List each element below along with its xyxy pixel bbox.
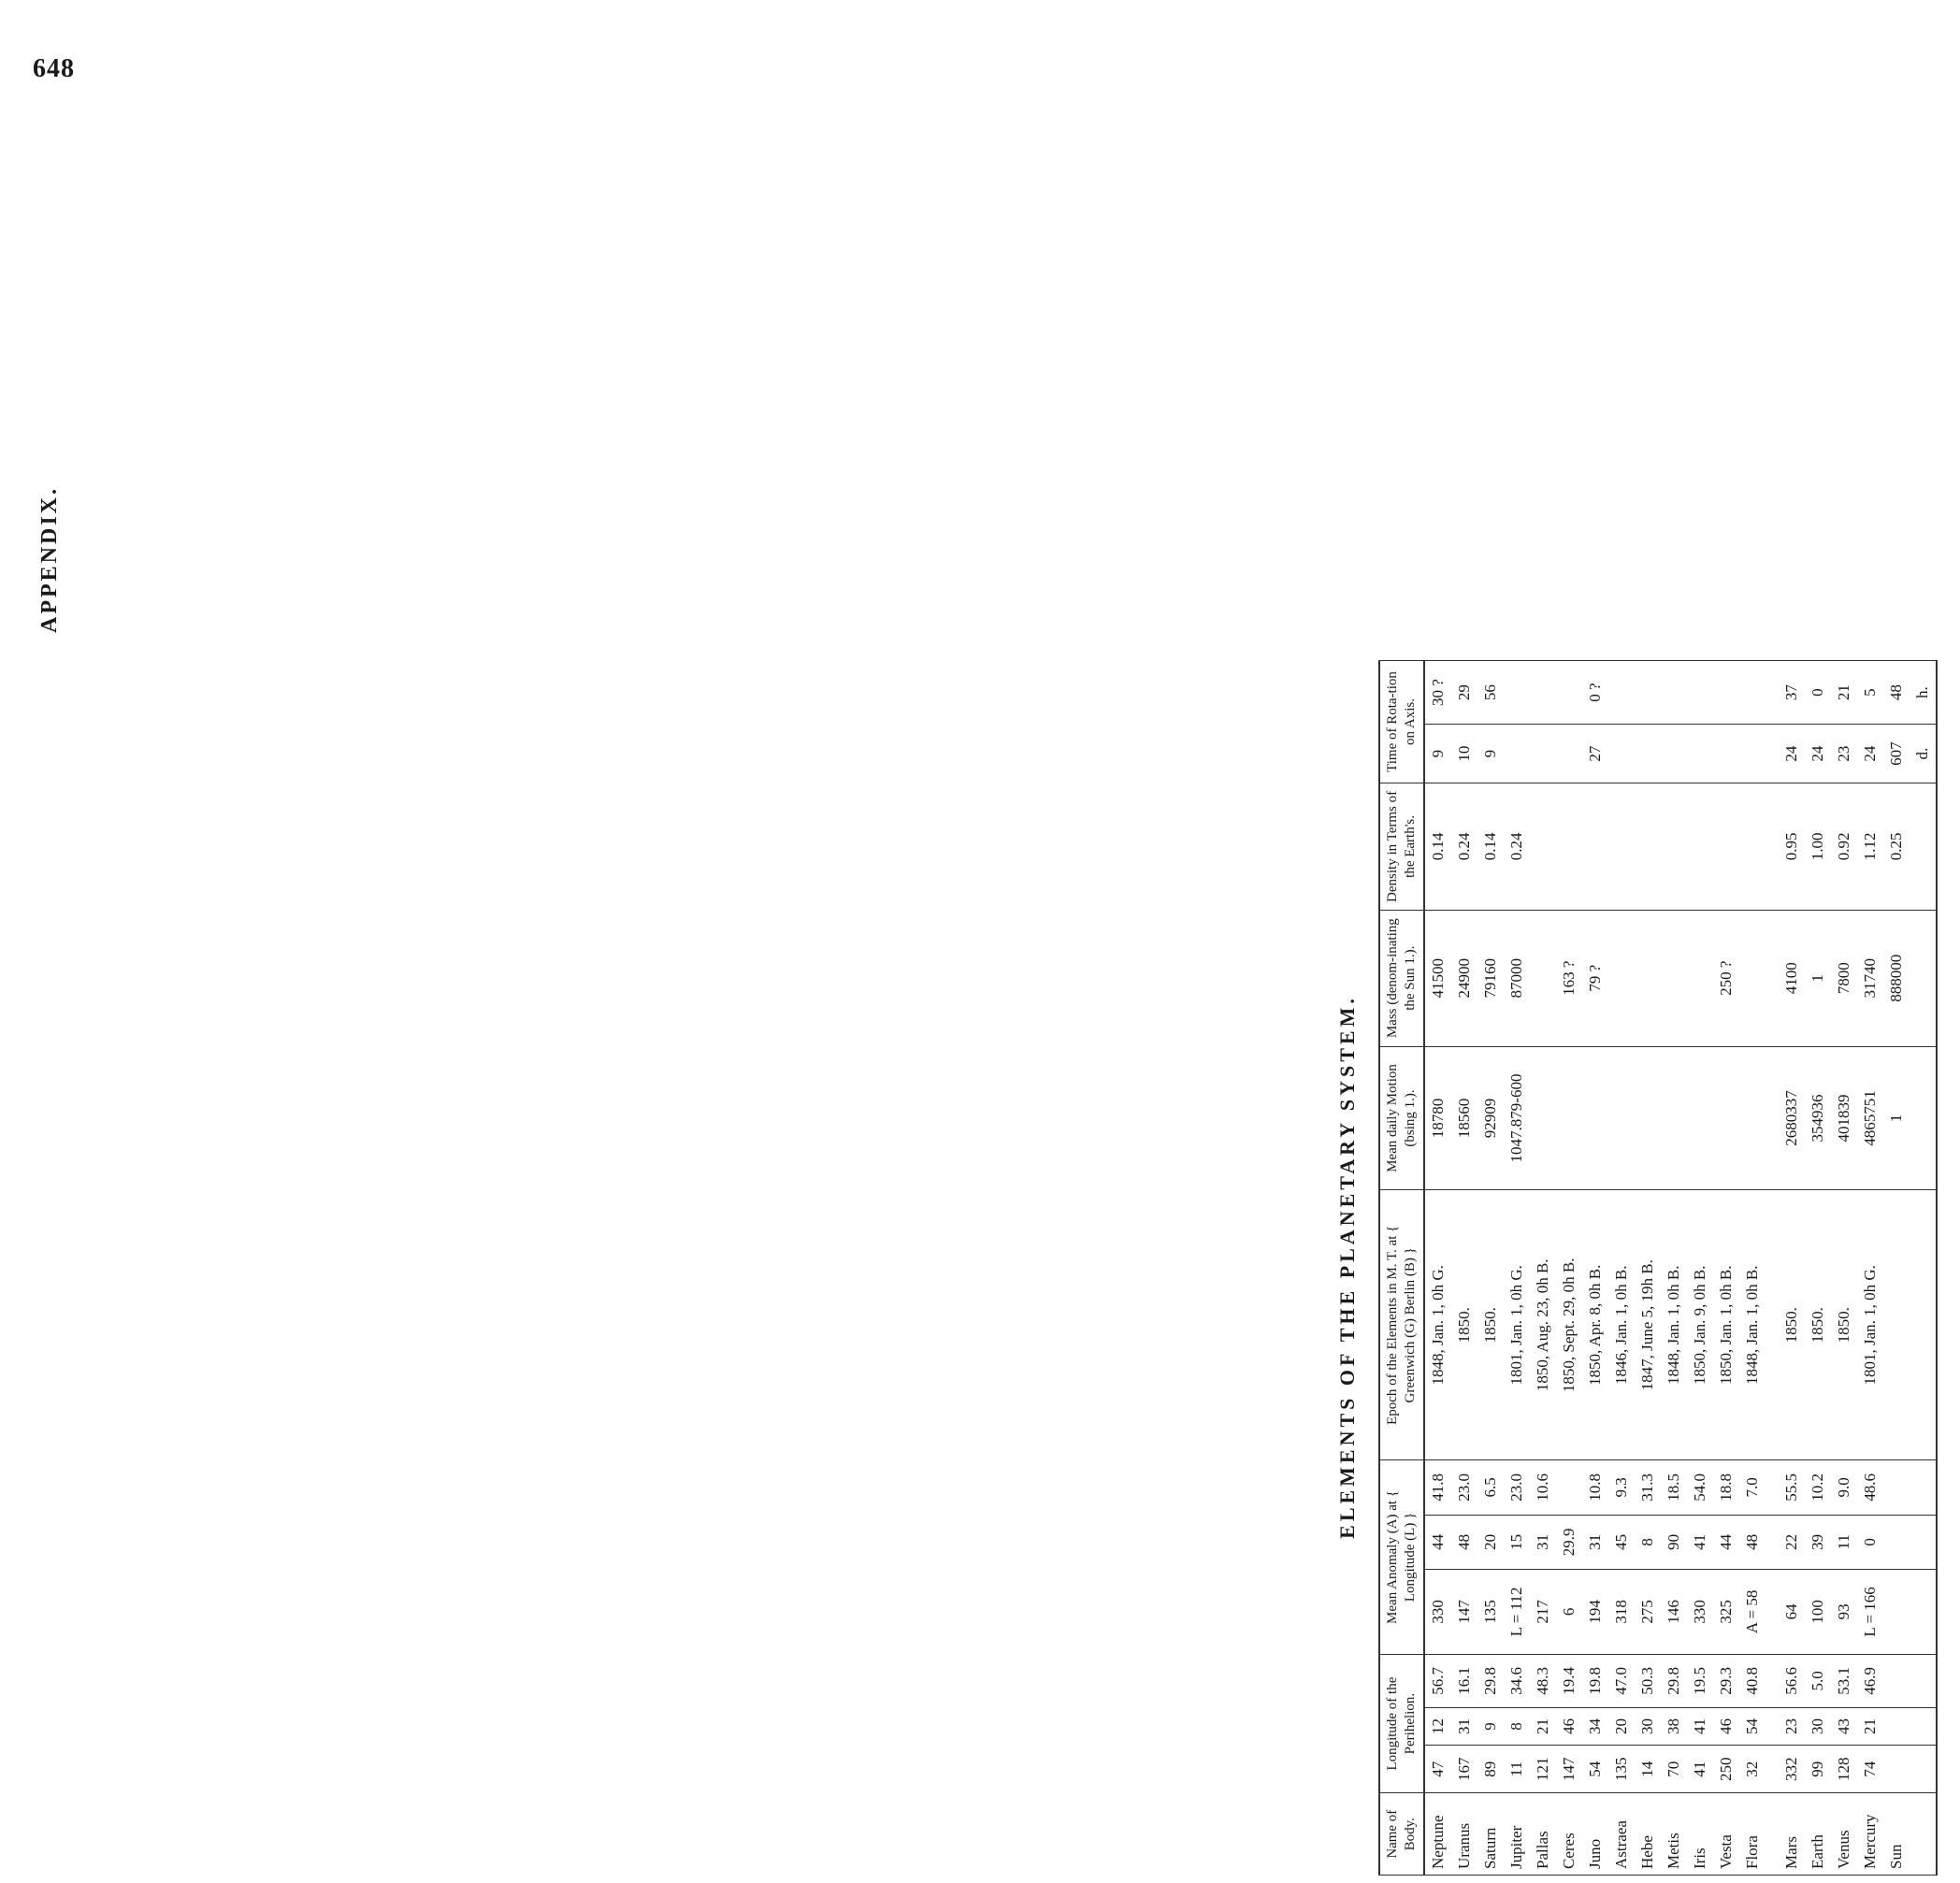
table-cell (1556, 1046, 1582, 1190)
table-cell: 7.0 (1739, 1460, 1765, 1515)
table-cell: 6.5 (1477, 1460, 1504, 1515)
table-cell: 24 (1805, 725, 1831, 783)
table-cell: 40.8 (1739, 1654, 1765, 1707)
body-name-cell: Uranus (1451, 1793, 1477, 1876)
table-cell (1739, 661, 1765, 725)
body-name-cell: Neptune (1424, 1793, 1451, 1876)
table-cell (1765, 1460, 1779, 1515)
table-cell (1608, 1046, 1635, 1190)
col-header-mass: Mass (denom-inating the Sun 1.). (1379, 910, 1424, 1046)
table-cell: 27 (1582, 725, 1608, 783)
table-cell: 47.0 (1608, 1654, 1635, 1707)
table-cell (1910, 1046, 1937, 1190)
table-row (1910, 661, 1937, 1876)
table-cell: 4865751 (1857, 1046, 1883, 1190)
table-cell: L = 166 (1857, 1570, 1883, 1655)
running-head: APPENDIX. (37, 486, 62, 633)
table-cell: 14 (1635, 1746, 1661, 1793)
table-cell: 0 (1805, 661, 1831, 725)
body-name-cell: Saturn (1477, 1793, 1504, 1876)
table-cell: 0.24 (1504, 783, 1530, 910)
table-cell (1765, 725, 1779, 783)
table-cell (1910, 783, 1937, 910)
table-cell (1765, 1190, 1779, 1460)
table-cell: 1847, June 5, 19h B. (1635, 1190, 1661, 1460)
table-cell: 92909 (1477, 1046, 1504, 1190)
table-cell: 15 (1504, 1515, 1530, 1569)
table-cell (1530, 725, 1556, 783)
table-cell: 10.8 (1582, 1460, 1608, 1515)
table-cell (1504, 661, 1530, 725)
table-cell: 10.2 (1805, 1460, 1831, 1515)
table-cell: 54 (1582, 1746, 1608, 1793)
table-cell: 18560 (1451, 1046, 1477, 1190)
table-cell: 9.3 (1608, 1460, 1635, 1515)
table-cell: 147 (1556, 1746, 1582, 1793)
table-cell: 56.6 (1779, 1654, 1805, 1707)
table-cell: 9 (1424, 725, 1451, 783)
table-cell (1687, 661, 1713, 725)
table-cell: 24 (1779, 725, 1805, 783)
table-cell: h. (1910, 661, 1937, 725)
table-cell: 31.3 (1635, 1460, 1661, 1515)
table-cell: 1850, Jan. 9, 0h B. (1687, 1190, 1713, 1460)
table-row (1608, 661, 1635, 1876)
table-cell (1635, 661, 1661, 725)
table-cell: 23 (1831, 725, 1857, 783)
table-cell (1661, 725, 1687, 783)
table-row (1831, 661, 1857, 1876)
table-cell: 11 (1831, 1515, 1857, 1569)
table-cell (1608, 661, 1635, 725)
table-cell: 16.1 (1451, 1654, 1477, 1707)
table-row (1661, 661, 1687, 1876)
table-cell: 20 (1477, 1515, 1504, 1569)
col-header-density: Density in Terms of the Earth's. (1379, 783, 1424, 910)
table-cell: 9 (1477, 725, 1504, 783)
table-cell: 23.0 (1504, 1460, 1530, 1515)
table-cell (1765, 1746, 1779, 1793)
table-cell: 30 (1805, 1707, 1831, 1745)
table-row (1424, 661, 1451, 1876)
table-cell (1883, 1746, 1910, 1793)
table-cell: 30 (1635, 1707, 1661, 1745)
table-cell: 29.3 (1713, 1654, 1739, 1707)
table-cell: 1 (1805, 910, 1831, 1046)
table-cell (1910, 1570, 1937, 1655)
table-cell: 87000 (1504, 910, 1530, 1046)
table-cell: 354936 (1805, 1046, 1831, 1190)
table-cell: 48 (1451, 1515, 1477, 1569)
table-cell: 0 ? (1582, 661, 1608, 725)
table-cell (1739, 725, 1765, 783)
table-cell (1608, 910, 1635, 1046)
table-cell: 121 (1530, 1746, 1556, 1793)
table-cell (1910, 1190, 1937, 1460)
table-cell (1661, 1046, 1687, 1190)
body-name-cell: Metis (1661, 1793, 1687, 1876)
table-cell: 318 (1608, 1570, 1635, 1655)
body-name-cell: Iris (1687, 1793, 1713, 1876)
table-cell: 401839 (1831, 1046, 1857, 1190)
table-cell (1635, 1046, 1661, 1190)
elements-table (1378, 660, 1938, 1876)
table-cell: 1.00 (1805, 783, 1831, 910)
body-name-cell (1910, 1793, 1937, 1876)
body-name-cell: Mercury (1857, 1793, 1883, 1876)
col-header-rotation: Time of Rota-tion on Axis. (1379, 661, 1424, 783)
table-cell: 5 (1857, 661, 1883, 725)
table-cell: 9.0 (1831, 1460, 1857, 1515)
col-header-daily-motion: Mean daily Motion (bsing 1.). (1379, 1046, 1424, 1190)
table-cell (1530, 661, 1556, 725)
table-row (1530, 661, 1556, 1876)
table-cell: 93 (1831, 1570, 1857, 1655)
table-cell: 1850, Sept. 29, 0h B. (1556, 1190, 1582, 1460)
table-cell: 5.0 (1805, 1654, 1831, 1707)
table-cell: d. (1910, 725, 1937, 783)
table-cell (1608, 783, 1635, 910)
table-cell: 74 (1857, 1746, 1883, 1793)
table-cell: 1848, Jan. 1, 0h B. (1739, 1190, 1765, 1460)
table-cell: 41500 (1424, 910, 1451, 1046)
table-cell: 2680337 (1779, 1046, 1805, 1190)
table-cell (1883, 1190, 1910, 1460)
table-cell: 79 ? (1582, 910, 1608, 1046)
table-cell: 54.0 (1687, 1460, 1713, 1515)
table-cell: 1850. (1805, 1190, 1831, 1460)
table-cell: 44 (1713, 1515, 1739, 1569)
table-cell: 29 (1451, 661, 1477, 725)
body-name-cell: Hebe (1635, 1793, 1661, 1876)
table-cell (1883, 1707, 1910, 1745)
table-cell (1556, 725, 1582, 783)
table-cell: 18780 (1424, 1046, 1451, 1190)
table-cell: 10 (1451, 725, 1477, 783)
table-cell: 24900 (1451, 910, 1477, 1046)
table-cell: 1047.879-600 (1504, 1046, 1530, 1190)
table-cell: 31 (1530, 1515, 1556, 1569)
table-cell (1556, 661, 1582, 725)
table-cell: 89 (1477, 1746, 1504, 1793)
table-cell: 0.14 (1424, 783, 1451, 910)
table-cell: 31740 (1857, 910, 1883, 1046)
table-cell: 39 (1805, 1515, 1831, 1569)
table-cell (1739, 910, 1765, 1046)
table-cell: 53.1 (1831, 1654, 1857, 1707)
col-header-epoch: Epoch of the Elements in M. T. at { Greenwich (G) Berlin (B) } (1379, 1190, 1424, 1460)
table-cell: 1.12 (1857, 783, 1883, 910)
table-cell (1713, 725, 1739, 783)
table-cell: 41.8 (1424, 1460, 1451, 1515)
table-cell: 47 (1424, 1746, 1451, 1793)
table-cell: 34 (1582, 1707, 1608, 1745)
table-cell: 46.9 (1857, 1654, 1883, 1707)
table-cell (1883, 1570, 1910, 1655)
table-cell (1765, 910, 1779, 1046)
table-row (1713, 661, 1739, 1876)
table-cell: 217 (1530, 1570, 1556, 1655)
table-cell: 34.6 (1504, 1654, 1530, 1707)
table-cell (1556, 783, 1582, 910)
table-cell: 0.92 (1831, 783, 1857, 910)
table-cell: 46 (1556, 1707, 1582, 1745)
table-cell (1556, 1460, 1582, 1515)
table-caption: ELEMENTS OF THE PLANETARY SYSTEM. (1335, 995, 1359, 1539)
table-cell (1635, 725, 1661, 783)
table-cell: 325 (1713, 1570, 1739, 1655)
table-cell: 19.4 (1556, 1654, 1582, 1707)
table-cell: 48.3 (1530, 1654, 1556, 1707)
table-cell (1582, 1046, 1608, 1190)
table-row (1805, 661, 1831, 1876)
page-number: 648 (33, 54, 75, 83)
table-cell (1910, 910, 1937, 1046)
table-cell: 1850. (1779, 1190, 1805, 1460)
body-name-cell: Venus (1831, 1793, 1857, 1876)
body-name-cell: Earth (1805, 1793, 1831, 1876)
table-cell (1582, 783, 1608, 910)
table-cell (1504, 725, 1530, 783)
table-cell: 20 (1608, 1707, 1635, 1745)
table-cell: 50.3 (1635, 1654, 1661, 1707)
table-cell: 30 ? (1424, 661, 1451, 725)
table-cell: 38 (1661, 1707, 1687, 1745)
table-cell: 32 (1739, 1746, 1765, 1793)
table-cell: 1850, Apr. 8, 0h B. (1582, 1190, 1608, 1460)
table-row (1779, 661, 1805, 1876)
table-cell: 1846, Jan. 1, 0h B. (1608, 1190, 1635, 1460)
table-cell: 1850. (1451, 1190, 1477, 1460)
table-cell (1765, 1707, 1779, 1745)
body-name-cell: Vesta (1713, 1793, 1739, 1876)
table-cell (1635, 783, 1661, 910)
table-cell: 44 (1424, 1515, 1451, 1569)
body-name-cell: Mars (1779, 1793, 1805, 1876)
table-cell: 99 (1805, 1746, 1831, 1793)
table-frame (94, 17, 1931, 1869)
table-cell: 48.6 (1857, 1460, 1883, 1515)
table-cell: 1801, Jan. 1, 0h G. (1857, 1190, 1883, 1460)
table-cell (1765, 1046, 1779, 1190)
table-cell: 6 (1556, 1570, 1582, 1655)
table-cell: 1848, Jan. 1, 0h B. (1661, 1190, 1687, 1460)
table-cell (1713, 661, 1739, 725)
table-cell: 7800 (1831, 910, 1857, 1046)
table-cell (1883, 1654, 1910, 1707)
table-cell: 46 (1713, 1707, 1739, 1745)
table-cell: 194 (1582, 1570, 1608, 1655)
table-cell: 1850, Jan. 1, 0h B. (1713, 1190, 1739, 1460)
table-cell: 8 (1635, 1515, 1661, 1569)
table-cell: 9 (1477, 1707, 1504, 1745)
table-cell: 41 (1687, 1746, 1713, 1793)
table-cell: 19.5 (1687, 1654, 1713, 1707)
table-cell: 1 (1883, 1046, 1910, 1190)
table-cell: 11 (1504, 1746, 1530, 1793)
table-cell: 31 (1582, 1515, 1608, 1569)
table-cell: 64 (1779, 1570, 1805, 1655)
table-cell (1910, 1707, 1937, 1745)
table-cell: 21 (1530, 1707, 1556, 1745)
table-row (1687, 661, 1713, 1876)
table-cell: 24 (1857, 725, 1883, 783)
body-name-cell: Juno (1582, 1793, 1608, 1876)
table-cell: 37 (1779, 661, 1805, 725)
table-cell: 29.8 (1477, 1654, 1504, 1707)
table-cell: 19.8 (1582, 1654, 1608, 1707)
table-cell: 90 (1661, 1515, 1687, 1569)
table-cell (1883, 1515, 1910, 1569)
table-cell: 41 (1687, 1515, 1713, 1569)
table-cell (1530, 910, 1556, 1046)
table-cell: 1850, Aug. 23, 0h B. (1530, 1190, 1556, 1460)
table-cell: 135 (1477, 1570, 1504, 1655)
table-cell: 41 (1687, 1707, 1713, 1745)
body-name-cell: Flora (1739, 1793, 1765, 1876)
table-cell: 0.25 (1883, 783, 1910, 910)
table-cell (1713, 1046, 1739, 1190)
table-cell (1661, 661, 1687, 725)
table-row (1635, 661, 1661, 1876)
body-name-cell: Pallas (1530, 1793, 1556, 1876)
table-cell: L = 112 (1504, 1570, 1530, 1655)
table-cell: 29.9 (1556, 1515, 1582, 1569)
table-cell (1661, 783, 1687, 910)
table-cell (1739, 1046, 1765, 1190)
body-name-cell: Sun (1883, 1793, 1910, 1876)
table-row (1857, 661, 1883, 1876)
table-cell (1910, 1460, 1937, 1515)
body-name-cell (1765, 1793, 1779, 1876)
table-cell: 607 (1883, 725, 1910, 783)
table-cell: 128 (1831, 1746, 1857, 1793)
table-cell: 22 (1779, 1515, 1805, 1569)
table-cell (1687, 910, 1713, 1046)
table-row (1556, 661, 1582, 1876)
table-cell: 330 (1424, 1570, 1451, 1655)
table-cell: 0.14 (1477, 783, 1504, 910)
table-cell (1910, 1746, 1937, 1793)
table-cell: 147 (1451, 1570, 1477, 1655)
table-cell: 1848, Jan. 1, 0h G. (1424, 1190, 1451, 1460)
table-cell (1530, 1046, 1556, 1190)
table-cell: 29.8 (1661, 1654, 1687, 1707)
table-cell (1608, 725, 1635, 783)
col-header-anomaly: Mean Anomaly (A) at { Longitude (L) } (1379, 1460, 1424, 1655)
table-cell: 48 (1739, 1515, 1765, 1569)
table-cell: 21 (1857, 1707, 1883, 1745)
table-cell: 48 (1883, 661, 1910, 725)
table-cell: 135 (1608, 1746, 1635, 1793)
table-row (1739, 661, 1765, 1876)
table-row (1883, 661, 1910, 1876)
table-cell: 0.24 (1451, 783, 1477, 910)
table-cell: 0.95 (1779, 783, 1805, 910)
table-cell: A = 58 (1739, 1570, 1765, 1655)
col-header-perihelion: Longitude of the Perihelion. (1379, 1654, 1424, 1793)
table-cell (1765, 661, 1779, 725)
table-cell: 167 (1451, 1746, 1477, 1793)
table-cell (1739, 783, 1765, 910)
table-cell: 888000 (1883, 910, 1910, 1046)
table-cell (1713, 783, 1739, 910)
table-cell (1635, 910, 1661, 1046)
table-cell: 55.5 (1779, 1460, 1805, 1515)
table-cell: 250 (1713, 1746, 1739, 1793)
table-cell: 12 (1424, 1707, 1451, 1745)
table-body (1424, 661, 1937, 1876)
table-cell: 43 (1831, 1707, 1857, 1745)
table-cell (1910, 1515, 1937, 1569)
table-cell: 4100 (1779, 910, 1805, 1046)
table-cell (1661, 910, 1687, 1046)
table-cell: 330 (1687, 1570, 1713, 1655)
table-cell: 1850. (1477, 1190, 1504, 1460)
table-cell (1530, 783, 1556, 910)
table-cell (1687, 1046, 1713, 1190)
table-cell: 70 (1661, 1746, 1687, 1793)
table-cell: 8 (1504, 1707, 1530, 1745)
table-cell: 18.5 (1661, 1460, 1687, 1515)
body-name-cell: Astraea (1608, 1793, 1635, 1876)
table-cell: 100 (1805, 1570, 1831, 1655)
table-cell: 332 (1779, 1746, 1805, 1793)
table-cell: 56 (1477, 661, 1504, 725)
table-cell: 0 (1857, 1515, 1883, 1569)
table-cell: 23.0 (1451, 1460, 1477, 1515)
table-row (1582, 661, 1608, 1876)
table-cell (1687, 725, 1713, 783)
table-cell: 54 (1739, 1707, 1765, 1745)
table-cell: 45 (1608, 1515, 1635, 1569)
table-cell: 23 (1779, 1707, 1805, 1745)
table-cell: 79160 (1477, 910, 1504, 1046)
rotated-table-page (1326, 651, 1960, 1883)
col-header-name: Name of Body. (1379, 1793, 1424, 1876)
table-cell: 10.6 (1530, 1460, 1556, 1515)
table-row (1451, 661, 1477, 1876)
table-cell: 56.7 (1424, 1654, 1451, 1707)
table-cell: 31 (1451, 1707, 1477, 1745)
table-cell: 250 ? (1713, 910, 1739, 1046)
table-cell: 146 (1661, 1570, 1687, 1655)
body-name-cell: Ceres (1556, 1793, 1582, 1876)
table-row (1477, 661, 1504, 1876)
table-cell (1910, 1654, 1937, 1707)
table-cell: 18.8 (1713, 1460, 1739, 1515)
table-cell (1765, 1570, 1779, 1655)
body-name-cell: Jupiter (1504, 1793, 1530, 1876)
table-cell: 1801, Jan. 1, 0h G. (1504, 1190, 1530, 1460)
table-row (1504, 661, 1530, 1876)
table-cell (1765, 783, 1779, 910)
table-cell (1765, 1654, 1779, 1707)
table-cell: 1850. (1831, 1190, 1857, 1460)
table-row (1765, 661, 1779, 1876)
table-cell (1687, 783, 1713, 910)
table-cell: 163 ? (1556, 910, 1582, 1046)
table-cell: 21 (1831, 661, 1857, 725)
table-cell (1765, 1515, 1779, 1569)
table-cell: 275 (1635, 1570, 1661, 1655)
table-cell (1883, 1460, 1910, 1515)
